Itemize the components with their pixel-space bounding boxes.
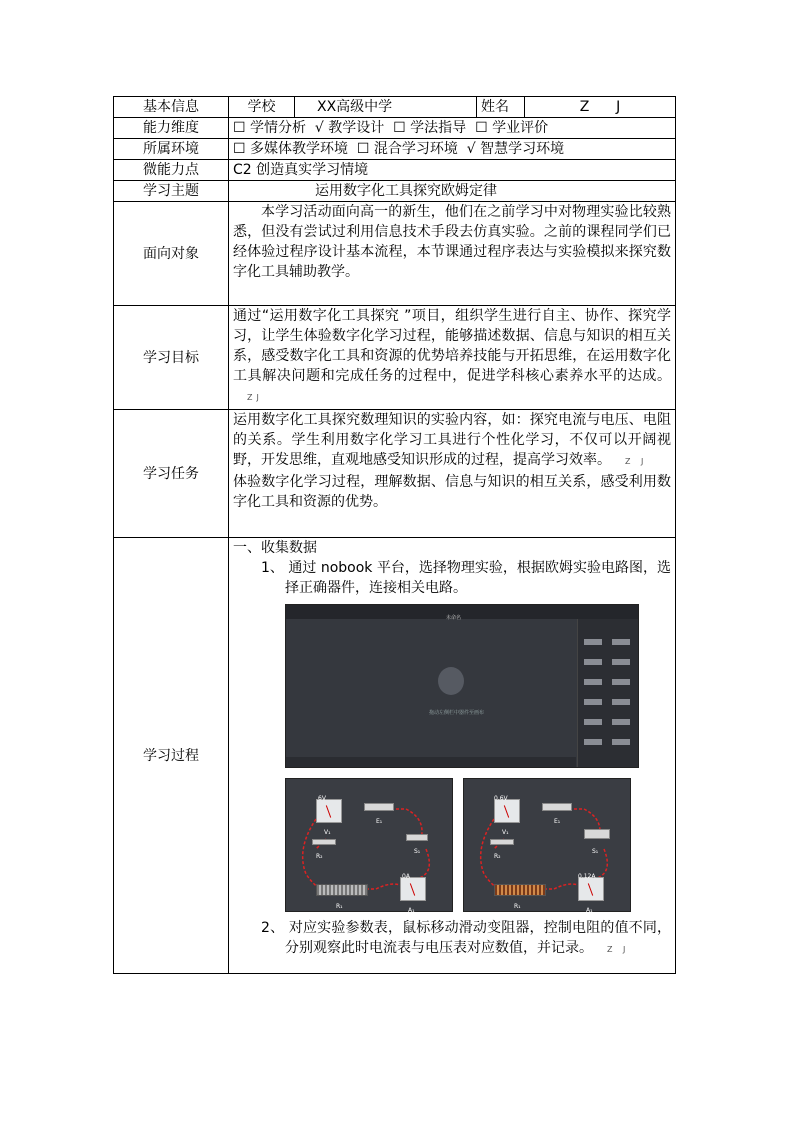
name-label: 姓名: [477, 97, 525, 118]
topic-label: 学习主题: [114, 181, 229, 202]
switch-icon: [584, 829, 610, 839]
row-micro-point: [114, 160, 676, 181]
voltmeter-reading: 6V: [318, 795, 326, 802]
row-environment: [114, 139, 676, 160]
goal-text: 通过“运用数字化工具探究 ”项目，组织学生进行自主、协作、探究学习，让学生体验数字化学习过程，能够描述数据、信息与知识的相互关系，感受数字化工具和资源的优势培养技能与开拓思维，在运用数字化工具解决问题和完成任务的过程中，促进学科核心素养水平的达成。ZJ: [233, 308, 671, 402]
process-step-1: 1、 通过 nobook 平台，选择物理实验，根据欧姆实验电路图，选择正确器件，连接相关电路。: [261, 560, 671, 596]
rheostat-icon: [316, 884, 368, 896]
logo-icon: [438, 667, 464, 695]
ability-label: 能力维度: [114, 118, 229, 139]
basic-info-label: 基本信息: [114, 97, 229, 118]
ammeter-reading: 0A: [402, 873, 410, 880]
canvas-hint: 拖动左侧栏中器件至画布: [429, 710, 485, 716]
environment-options: ☐ 多媒体教学环境 ☐ 混合学习环境 √ 智慧学习环境: [229, 139, 676, 160]
task-text-1: 运用数字化工具探究数理知识的实验内容，如：探究电流与电压、电阻的关系。学生利用数字化学习工具进行个性化学习，不仅可以开阔视野，开发思维，直观地感受知识形成的过程，提高学习效率。 Z J: [233, 412, 671, 468]
battery-icon: [542, 803, 572, 811]
ammeter-reading: 0.12A: [578, 873, 596, 880]
lesson-plan-table: [113, 96, 676, 974]
circuit-screenshots: [285, 778, 671, 912]
app-toolbar: [286, 605, 638, 619]
canvas-title: 未命名: [446, 615, 462, 621]
row-ability: [114, 118, 676, 139]
row-goal: [114, 306, 676, 410]
watermark-mark: Z J: [607, 945, 630, 954]
process-label: 学习过程: [114, 538, 229, 974]
task-label: 学习任务: [114, 410, 229, 538]
component-panel: [577, 619, 638, 767]
row-audience: [114, 202, 676, 306]
environment-label: 所属环境: [114, 139, 229, 160]
micro-point-label: 微能力点: [114, 160, 229, 181]
rheostat-icon: [494, 884, 546, 896]
micro-point-value: C2 创造真实学习情境: [229, 160, 676, 181]
circuit-before: 6V 0A V₁ E₁ R₂ S₁ R₁ A₁: [285, 778, 453, 912]
school-value: XX高级中学: [295, 97, 477, 118]
process-heading: 一、收集数据: [233, 540, 317, 556]
ability-options: ☐ 学情分析 √ 教学设计 ☐ 学法指导 ☐ 学业评价: [229, 118, 676, 139]
switch-icon: [406, 834, 428, 841]
voltmeter-reading: 0.6V: [494, 795, 508, 802]
row-basic-info: [114, 97, 676, 118]
process-step-2: 2、 对应实验参数表，鼠标移动滑动变阻器，控制电阻的值不同，分别观察此时电流表与电压表对应数值，并记录。 Z J: [261, 920, 671, 956]
topic-value: 运用数字化工具探究欧姆定律: [229, 181, 676, 202]
audience-text: 本学习活动面向高一的新生，他们在之前学习中对物理实验比较熟悉，但没有尝试过利用信息技术手段去仿真实验。之前的课程同学们已经体验过程序设计基本流程，本节课通过程序表达与实验模拟来探究数字化工具辅助教学。: [233, 204, 671, 280]
nobook-screenshot: [285, 604, 639, 768]
name-value: Z J: [525, 97, 676, 118]
goal-label: 学习目标: [114, 306, 229, 410]
status-bar: [286, 757, 576, 767]
watermark-mark: Z J: [625, 457, 648, 466]
school-label: 学校: [229, 97, 295, 118]
circuit-after: 0.6V 0.12A V₁ E₁ R₂ S₁ R₁ A₁: [463, 778, 631, 912]
watermark-mark: ZJ: [247, 393, 263, 402]
task-text-2: 体验数字化学习过程，理解数据、信息与知识的相互关系，感受利用数字化工具和资源的优势。: [233, 474, 671, 510]
row-task: [114, 410, 676, 538]
audience-label: 面向对象: [114, 202, 229, 306]
battery-icon: [364, 803, 394, 811]
row-topic: [114, 181, 676, 202]
row-process: [114, 538, 676, 974]
